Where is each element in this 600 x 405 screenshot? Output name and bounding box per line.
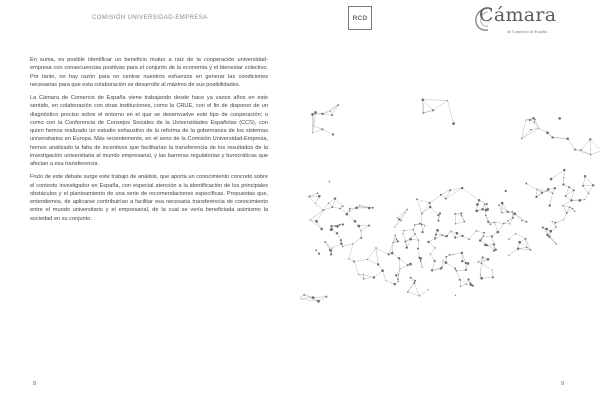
camara-subtitle: de Comercio de España [507, 29, 547, 34]
network-handshake-illustration [300, 90, 600, 340]
rcd-logo-text: RCD [352, 14, 368, 22]
page-number-right: 9 [561, 381, 565, 387]
page-number-left: 8 [33, 381, 37, 387]
camara-wordmark: Cámara [479, 4, 557, 26]
paragraph-2: La Cámara de Comercio de España viene trabajando desde hace ya varios años en este sentido, en colaboración con otras instituciones, como la CRUE, con el fin de disponer de un diagnóstico preciso sobre el entorno en el que se desenvuelve este tipo de cooperación; o como con la Conferencia de Consejos Sociales de la Universidades Españolas (CCS), con quien hemos realizado un estudio exhaustivo de la reforma de la gobernanza de los sistemas universitarios en Europa. Más recientemente, en el seno de la Comisión Universidad-Empresa, hemos analizado la falta de incentivos que facilitarían la transferencia de los resultados de la investigación universitaria al mundo empresarial, y las barreras regulatorias y burocráticas que afectan a esa transferencia. [30, 95, 268, 167]
running-header: COMISIÓN UNIVERSIDAD-EMPRESA [92, 15, 208, 21]
paragraph-3: Fruto de este debate surge este trabajo de análisis, que aporta un conocimiento concreto sobre el contexto investigador en España, con especial atención a la identificación de los principales obstáculos y el planteamiento de una serie de recomendaciones específicas. Propuestas que, entendemos, de aplicarse contribuirían a facilitar esa necesaria transferencia de conocimiento entre el mundo universitario y el empresarial, de la cual se vería beneficiada asimismo la sociedad en su conjunto. [30, 174, 268, 222]
rcd-logo [348, 6, 372, 30]
camara-logo [473, 4, 585, 38]
body-text [30, 56, 268, 228]
paragraph-1: En suma, es posible identificar un beneficio mutuo a raíz de la cooperación universidad-empresa con consecuencias positivas para el conjunto de la economía y el bienestar colectivo. Por tanto, no hay razón para no centrar nuestros esfuerzos en generar las condiciones necesarias para que esta colaboración se desarrolle al máximo de sus posibilidades. [30, 57, 268, 88]
right-page [300, 0, 600, 405]
